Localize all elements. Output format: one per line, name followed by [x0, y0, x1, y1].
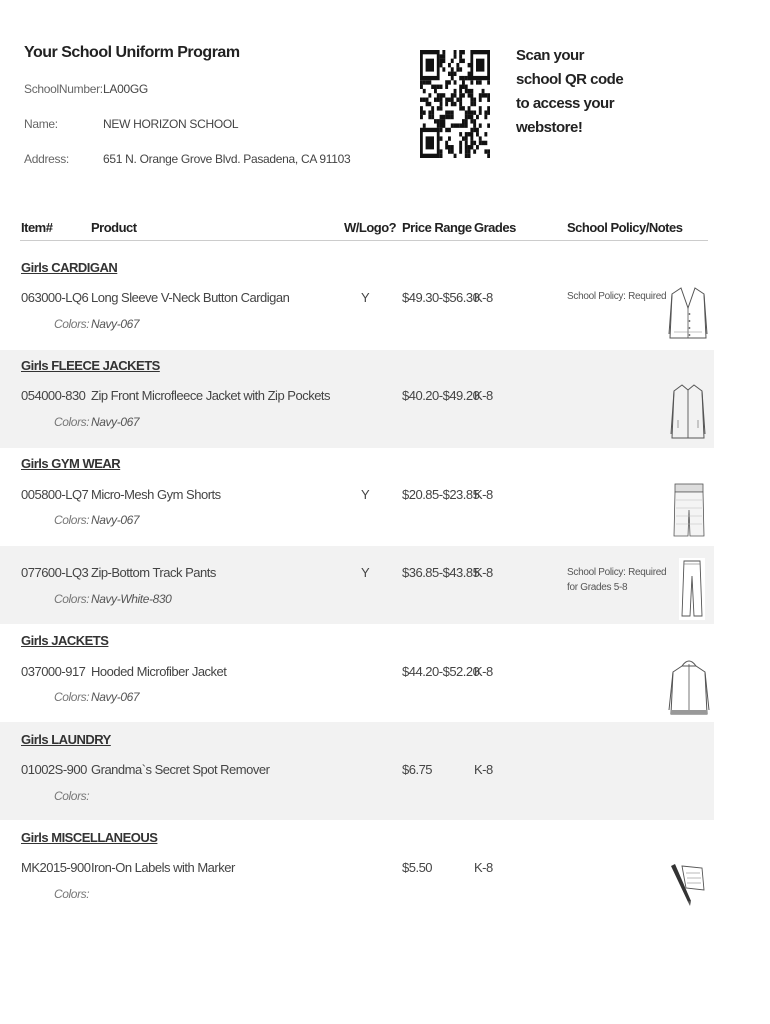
- column-header-grades: Grades: [474, 220, 516, 235]
- product-name[interactable]: Hooded Microfiber Jacket: [91, 664, 227, 679]
- column-header-item: Item#: [21, 220, 53, 235]
- item-number: 005800-LQ7: [21, 487, 89, 502]
- colors-value: Navy-067: [91, 317, 140, 331]
- address-label: Address:: [24, 152, 69, 166]
- item-number: 054000-830: [21, 388, 86, 403]
- category-heading: Girls GYM WEAR: [21, 456, 121, 471]
- grades: K-8: [474, 290, 493, 305]
- product-name[interactable]: Zip Front Microfleece Jacket with Zip Pockets: [91, 388, 331, 403]
- qr-code-icon[interactable]: [420, 50, 490, 158]
- policy-note: School Policy: Required for Grades 5-8: [567, 567, 667, 593]
- policy-note: School Policy: Required: [567, 291, 667, 302]
- grades: K-8: [474, 860, 493, 875]
- header-divider: [20, 240, 708, 241]
- grades: K-8: [474, 762, 493, 777]
- colors-label: Colors:: [54, 513, 90, 527]
- colors-value: Navy-067: [91, 690, 140, 704]
- colors-label: Colors:: [54, 415, 90, 429]
- column-header-price: Price Range: [402, 220, 472, 235]
- colors-label: Colors:: [54, 592, 90, 606]
- product-name[interactable]: Micro-Mesh Gym Shorts: [91, 487, 221, 502]
- logo-flag: Y: [361, 565, 370, 580]
- school-name-label: Name:: [24, 117, 58, 131]
- item-number: 037000-917: [21, 664, 86, 679]
- fleece-jacket-icon: [670, 382, 706, 442]
- price-range: $44.20-$52.20: [402, 664, 480, 679]
- item-number: 077600-LQ3: [21, 565, 89, 580]
- school-number-label: SchoolNumber:: [24, 82, 103, 96]
- colors-value: Navy-067: [91, 415, 140, 429]
- category-heading: Girls JACKETS: [21, 633, 109, 648]
- price-range: $49.30-$56.30: [402, 290, 480, 305]
- school-number-value: LA00GG: [103, 82, 148, 96]
- price-range: $6.75: [402, 762, 433, 777]
- grades: K-8: [474, 487, 493, 502]
- price-range: $36.85-$43.85: [402, 565, 480, 580]
- price-range: $5.50: [402, 860, 433, 875]
- category-heading: Girls MISCELLANEOUS: [21, 830, 158, 845]
- hooded-jacket-icon: [668, 656, 710, 718]
- page-title: Your School Uniform Program: [24, 44, 240, 61]
- grades: K-8: [474, 565, 493, 580]
- product-name[interactable]: Long Sleeve V-Neck Button Cardigan: [91, 290, 290, 305]
- column-header-product: Product: [91, 220, 137, 235]
- colors-label: Colors:: [54, 789, 90, 803]
- product-name[interactable]: Zip-Bottom Track Pants: [91, 565, 216, 580]
- colors-label: Colors:: [54, 690, 90, 704]
- price-range: $20.85-$23.85: [402, 487, 480, 502]
- grades: K-8: [474, 664, 493, 679]
- school-name-value: NEW HORIZON SCHOOL: [103, 117, 239, 131]
- track-pants-icon: [679, 558, 705, 620]
- category-heading: Girls CARDIGAN: [21, 260, 118, 275]
- shorts-icon: [672, 480, 706, 540]
- colors-value: Navy-067: [91, 513, 140, 527]
- qr-instructions: Scan your school QR code to access your webstore!: [516, 47, 624, 136]
- item-number: 01002S-900: [21, 762, 87, 777]
- category-heading: Girls LAUNDRY: [21, 732, 111, 747]
- colors-label: Colors:: [54, 887, 90, 901]
- category-heading: Girls FLEECE JACKETS: [21, 358, 160, 373]
- price-range: $40.20-$49.20: [402, 388, 480, 403]
- cardigan-icon: [668, 284, 708, 342]
- logo-flag: Y: [361, 487, 370, 502]
- item-number: 063000-LQ6: [21, 290, 89, 305]
- item-number: MK2015-900: [21, 860, 91, 875]
- grades: K-8: [474, 388, 493, 403]
- address-value: 651 N. Orange Grove Blvd. Pasadena, CA 91103: [103, 152, 351, 166]
- product-name[interactable]: Grandma`s Secret Spot Remover: [91, 762, 270, 777]
- colors-value: Navy-White-830: [91, 592, 172, 606]
- logo-flag: Y: [361, 290, 370, 305]
- column-header-logo: W/Logo?: [344, 220, 397, 235]
- product-name[interactable]: Iron-On Labels with Marker: [91, 860, 235, 875]
- colors-label: Colors:: [54, 317, 90, 331]
- column-header-notes: School Policy/Notes: [567, 220, 683, 235]
- marker-labels-icon: [668, 860, 708, 908]
